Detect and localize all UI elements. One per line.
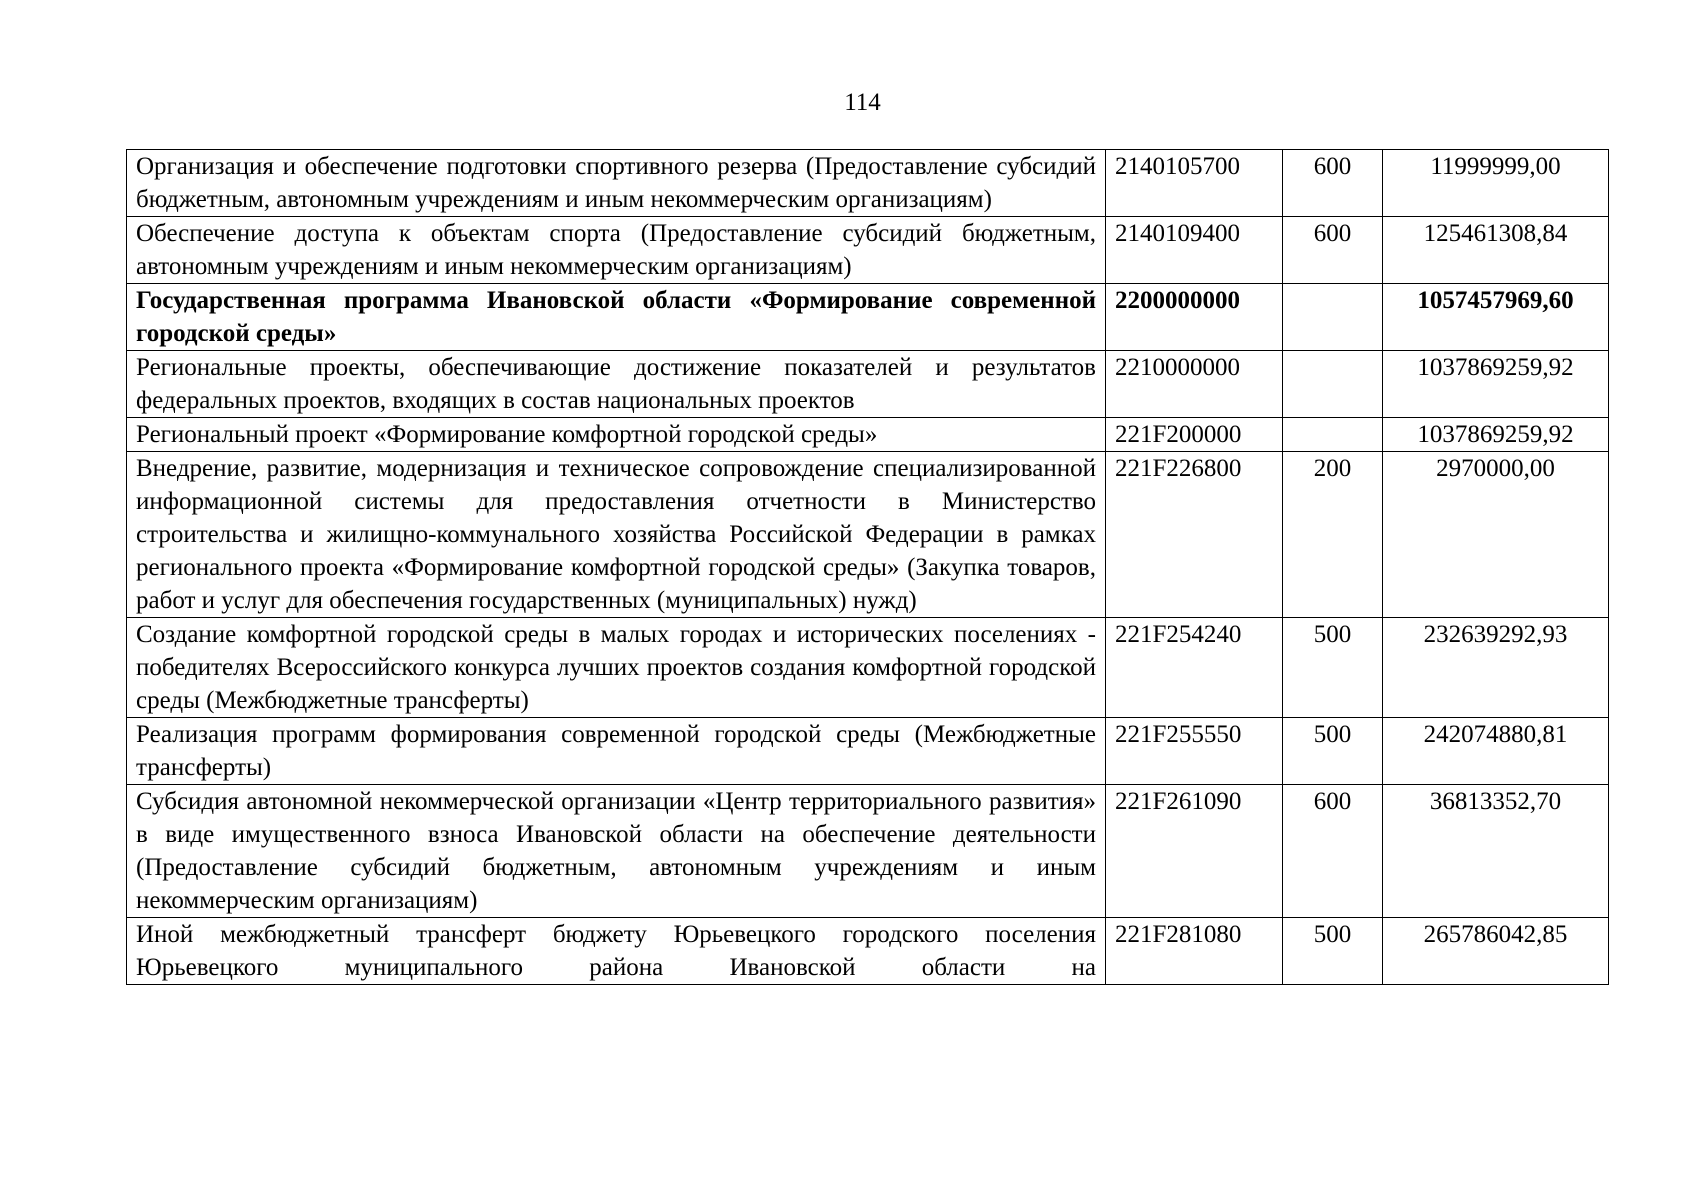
row-name: Региональный проект «Формирование комфортной городской среды» [127,418,1106,452]
row-name: Реализация программ формирования современной городской среды (Межбюджетные трансферты) [127,718,1106,785]
row-name: Обеспечение доступа к объектам спорта (Предоставление субсидий бюджетным, автономным учреждениям и иным некоммерческим организациям) [127,217,1106,284]
row-sum: 265786042,85 [1383,918,1609,985]
row-expense-type [1283,284,1383,351]
row-sum: 2970000,00 [1383,452,1609,618]
row-sum: 125461308,84 [1383,217,1609,284]
row-expense-type [1283,351,1383,418]
row-expense-type: 600 [1283,217,1383,284]
row-sum: 36813352,70 [1383,785,1609,918]
row-expense-type: 500 [1283,918,1383,985]
table-row [127,918,1609,985]
row-name: Иной межбюджетный трансферт бюджету Юрьевецкого городского поселения Юрьевецкого муниципального района Ивановской области на [127,918,1106,985]
table-row [127,785,1609,918]
row-code: 2140105700 [1106,150,1283,217]
row-name: Региональные проекты, обеспечивающие достижение показателей и результатов федеральных проектов, входящих в состав национальных проектов [127,351,1106,418]
row-expense-type: 500 [1283,718,1383,785]
table-row [127,618,1609,718]
row-expense-type: 600 [1283,785,1383,918]
table-row [127,351,1609,418]
row-name: Государственная программа Ивановской области «Формирование современной городской среды» [127,284,1106,351]
row-sum: 1037869259,92 [1383,351,1609,418]
table-row [127,418,1609,452]
row-code: 221F281080 [1106,918,1283,985]
row-expense-type: 500 [1283,618,1383,718]
row-code: 221F254240 [1106,618,1283,718]
row-sum: 232639292,93 [1383,618,1609,718]
row-expense-type [1283,418,1383,452]
row-code: 221F226800 [1106,452,1283,618]
row-expense-type: 200 [1283,452,1383,618]
page-number: 114 [844,89,881,116]
row-name: Субсидия автономной некоммерческой организации «Центр территориального развития» в виде имущественного взноса Ивановской области на обеспечение деятельности (Предоставление субсидий бюджетным, автономным учреждениям и иным некоммерческим организациям) [127,785,1106,918]
table-row [127,452,1609,618]
table-row-program [127,284,1609,351]
row-sum: 242074880,81 [1383,718,1609,785]
row-code: 2210000000 [1106,351,1283,418]
table-row [127,718,1609,785]
row-code: 221F261090 [1106,785,1283,918]
row-name: Создание комфортной городской среды в малых городах и исторических поселениях - победителях Всероссийского конкурса лучших проектов создания комфортной городской среды (Межбюджетные трансферты) [127,618,1106,718]
table-row [127,217,1609,284]
row-name: Внедрение, развитие, модернизация и техническое сопровождение специализированной информационной системы для предоставления отчетности в Министерство строительства и жилищно-коммунального хозяйства Российской Федерации в рамках регионального проекта «Формирование комфортной городской среды» (Закупка товаров, работ и услуг для обеспечения государственных (муниципальных) нужд) [127,452,1106,618]
table-row [127,150,1609,217]
row-code: 221F255550 [1106,718,1283,785]
row-sum: 1037869259,92 [1383,418,1609,452]
row-name: Организация и обеспечение подготовки спортивного резерва (Предоставление субсидий бюджетным, автономным учреждениям и иным некоммерческим организациям) [127,150,1106,217]
row-sum: 1057457969,60 [1383,284,1609,351]
row-code: 2140109400 [1106,217,1283,284]
row-sum: 11999999,00 [1383,150,1609,217]
row-expense-type: 600 [1283,150,1383,217]
budget-table [126,149,1609,985]
row-code: 221F200000 [1106,418,1283,452]
row-code: 2200000000 [1106,284,1283,351]
